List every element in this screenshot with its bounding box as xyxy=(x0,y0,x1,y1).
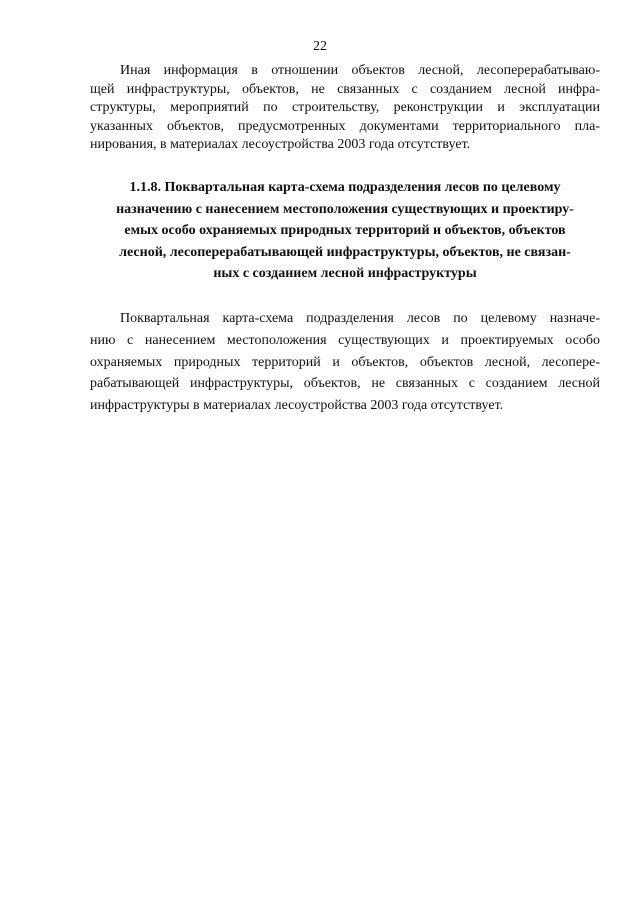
text-line: рабатывающей инфраструктуры, объектов, не связанных с созданием лесной xyxy=(90,376,600,392)
text-line: щей инфраструктуры, объектов, не связанных с созданием лесной инфра- xyxy=(90,81,600,97)
heading-line: ных с созданием лесной инфраструктуры xyxy=(213,266,477,282)
heading-line: емых особо охраняемых природных территорий и объектов, объектов xyxy=(124,223,566,239)
text-line: инфраструктуры в материалах лесоустройства 2003 года отсутствует. xyxy=(90,398,504,414)
text-line: Поквартальная карта-схема подразделения лесов по целевому назначе- xyxy=(120,310,600,326)
heading-line: назначению с нанесением местоположения существующих и проектиру- xyxy=(116,201,574,217)
text-line: указанных объектов, предусмотренных документами территориального пла- xyxy=(90,118,600,134)
text-line: нию с нанесением местоположения существующих и проектируемых особо xyxy=(90,332,600,348)
paragraph-map-scheme xyxy=(90,308,600,417)
text-line: Иная информация в отношении объектов лесной, лесоперерабатываю- xyxy=(120,63,600,78)
heading-line: лесной, лесоперерабатывающей инфраструктуры, объектов, не связан- xyxy=(119,244,571,260)
text-line: охраняемых природных территорий и объектов, объектов лесной, лесопере- xyxy=(90,354,600,370)
paragraph-other-information xyxy=(90,62,600,155)
text-line: структуры, мероприятий по строительству, реконструкции и эксплуатации xyxy=(90,100,600,116)
page-content xyxy=(90,62,600,417)
heading-line: 1.1.8. Поквартальная карта-схема подразделения лесов по целевому xyxy=(129,179,561,195)
text-line: нирования, в материалах лесоустройства 2003 года отсутствует. xyxy=(90,137,471,153)
section-heading-1-1-8 xyxy=(90,177,600,285)
page-number: 22 xyxy=(313,39,327,54)
